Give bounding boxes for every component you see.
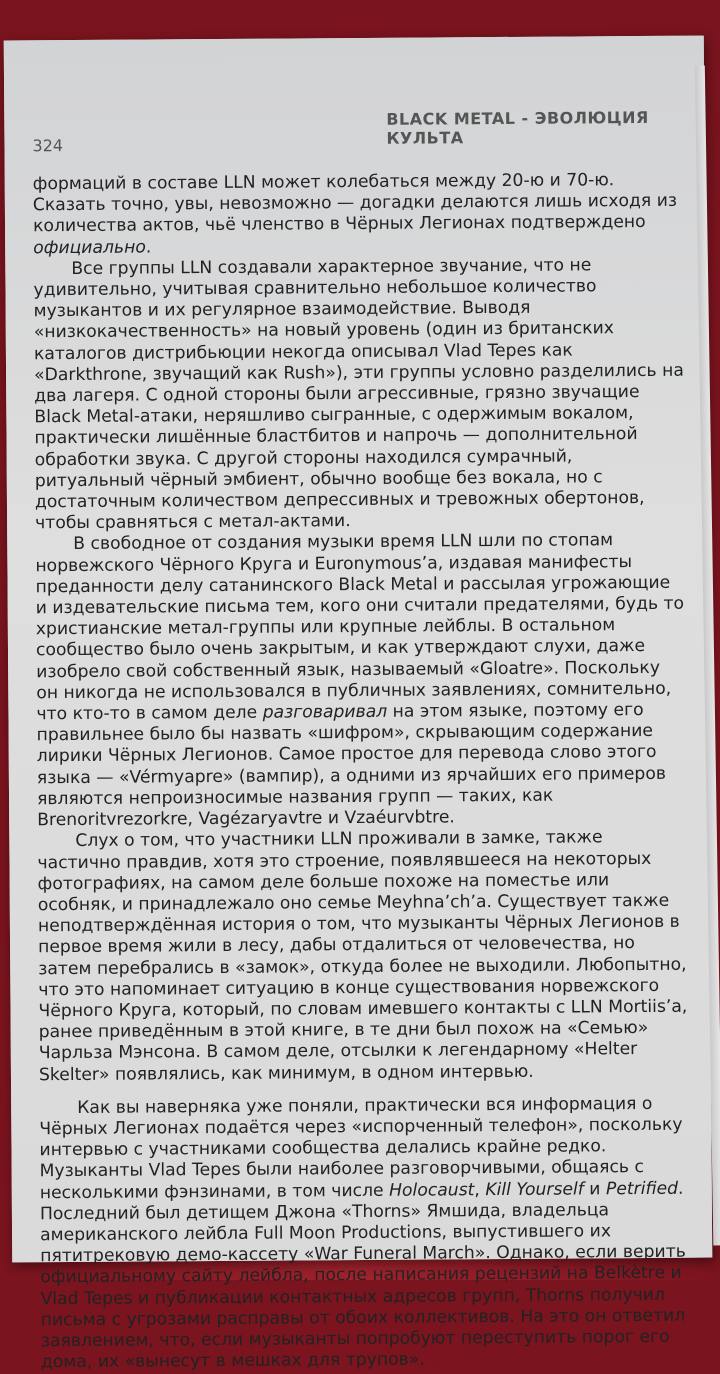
italic-segment: Petrified	[605, 1178, 679, 1199]
text-segment: .	[145, 237, 152, 258]
body-text	[33, 170, 691, 1374]
text-segment: и	[583, 1178, 606, 1199]
paragraph-1	[33, 170, 684, 259]
text-segment: Все группы LLN создавали характерное звучание, что не удивительно, учитывая сравнительно небольшое количество музыкантов и их регулярное взаимодействие. Выводя «низкокачественность» на новый уровень (один из британских каталогов дистрибьюции некогда описывал Vlad Tepes как «Darkthrone, звучащий как Rush»), эти группы условно разделились на два лагеря. С одной стороны были агрессивные, грязно звучащие Black Metal-атаки, неряшливо сыгранные, с одержимым вокалом, практически лишённые бластбитов и напрочь — дополнительной обработки звука. С другой стороны находился сумрачный, ритуальный чёрный эмбиент, обычно вообще без вокала, но с достаточным количеством депрессивных и тревожных обертонов, чтобы сравняться с метал-актами.	[33, 255, 684, 534]
italic-segment: разговаривал	[262, 701, 388, 723]
paragraph-5	[39, 1093, 691, 1373]
book-page	[4, 36, 713, 1373]
text-segment: формаций в составе LLN может колебаться между 20-ю и 70-ю. Сказать точно, увы, невозможно — догадки делаются лишь исходя из количества актов, чьё членство в Чёрных Легионах подтверждено	[32, 170, 678, 237]
page-number: 324	[32, 136, 64, 156]
page-edge	[695, 66, 720, 1246]
italic-segment: официально	[33, 237, 146, 258]
text-segment: . Последний был детищем Джона «Thorns» Ямшида, владельца американского лейбла Full Moon Productions, выпустившего их пятитрековую демо-кассету «War Funeral March». Однако, если верить официальному сайту лейбла, после написания рецензий на Belkètre и Vlad Tepes и публикации контактных адресов групп, Thorns получил письма с угрозами расправы от обоих коллективов. На это он ответил заявлением, что, если музыканты попробуют переступить порог его дома, их «вынесут в мешках для трупов».	[39, 1178, 686, 1373]
text-segment: Как вы наверняка уже поняли, практически вся информация о Чёрных Легионах подаётся через «испорченный телефон», поскольку интервью с участниками сообщества делались крайне редко. Музыканты Vlad Tepes были наиболее разговорчивыми, общаясь с несколькими фэнзинами, в том числе	[39, 1093, 683, 1203]
text-segment: на этом языке, поэтому его правильнее было бы назвать «шифром», скрывающим содержание лирики Чёрных Легионов. Самое простое для перевода слово этого языка — «Vérmyapre» (вампир), а одними из ярчайших его примеров являются непроизносимые названия групп — таких, как Brenoritvrezorkre, Vagézaryavtre и Vzaéurvbtre.	[36, 700, 666, 831]
text-segment: В свободное от создания музыки время LLN шли по стопам норвежского Чёрного Круга и Euronymous’a, издавая манифесты преданности делу сатанинского Black Metal и рассылая угрожающие и издевательские письма тем, кого они считали предателями, будь то христианские метал-группы или крупные лейблы. В остальном сообщество было очень закрытым, и как утверждают слухи, даже изобрело свой собственный язык, называемый «Gloatre». Поскольку он никогда не использовался в публичных заявлениях, сомнительно, что кто-то в самом деле	[35, 530, 685, 725]
italic-segment: Kill Yourself	[485, 1178, 584, 1200]
paragraph-2	[33, 255, 685, 535]
text-segment: Слух о том, что участники LLN проживали в замке, также частично правдив, хотя это строение, появлявшееся на некоторых фотографиях, на самом деле больше похоже на поместье или особняк, и принадлежало оно семье Meyhna’ch’a. Существует также неподтверждённая история о том, что музыканты Чёрных Легионов в первое время жили в лесу, дабы отдалиться от человечества, но затем перебрались в «замок», откуда более не выходили. Любопытно, что это напоминает ситуацию в конце существования норвежского Чёрного Круга, который, по словам имевшего контакты с LLN Mortiis’a, ранее приведённым в этой книге, в те дни был похож на «Семью» Чарльза Мэнсона. В самом деле, отсылки к легендарному «Helter Skelter» появлялись, как минимум, в одном интервью.	[37, 827, 688, 1085]
italic-segment: Holocaust	[388, 1179, 475, 1201]
text-segment: ,	[474, 1179, 486, 1200]
running-title: BLACK METAL - ЭВОЛЮЦИЯ КУЛЬТА	[386, 107, 649, 148]
paragraph-4	[37, 827, 689, 1086]
paragraph-3	[35, 530, 687, 831]
